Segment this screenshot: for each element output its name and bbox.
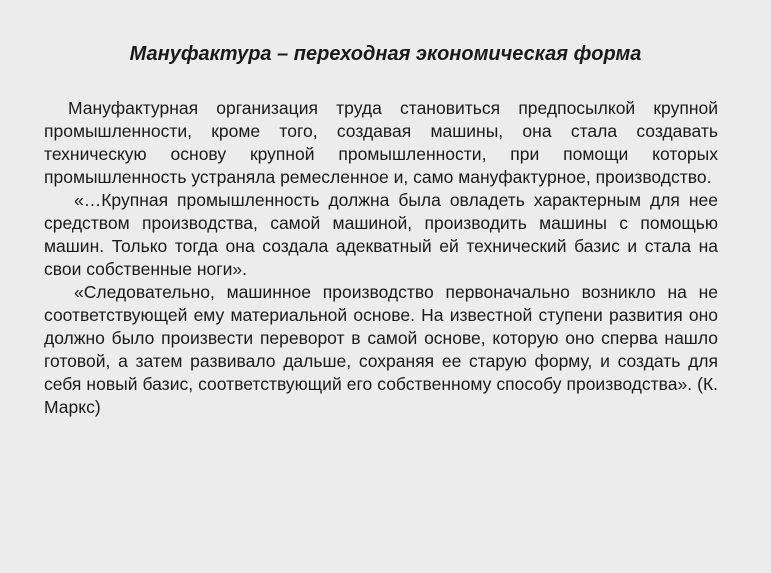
paragraph-manufacture: Мануфактурная организация труда становиться предпосылкой крупной промышленности, кроме того, создавая машины, она стала создавать техническую основу крупной промышленности, при помощи которых промышленность устраняла ремесленное и, само мануфактурное, производство. [44, 98, 718, 187]
slide-body [44, 97, 718, 419]
paragraph-quote-large-industry: «…Крупная промышленность должна была овладеть характерным для нее средством производства, самой машиной, производить машины с помощью машин. Только тогда она создала адекватный ей технический базис и стала на свои собственные ноги». [44, 190, 718, 279]
slide-title: Мануфактура – переходная экономическая форма [129, 43, 642, 65]
paragraph-quote-marx: «Следовательно, машинное производство первоначально возникло на не соответствующей ему материальной основе. На известной ступени развития оно должно было произвести переворот в самой основе, которую оно сперва нашло готовой, а затем развивало дальше, сохраняя ее старую форму, и создать для себя новый базис, соответствующий его собственному способу производства». (К. Маркс) [44, 282, 718, 417]
